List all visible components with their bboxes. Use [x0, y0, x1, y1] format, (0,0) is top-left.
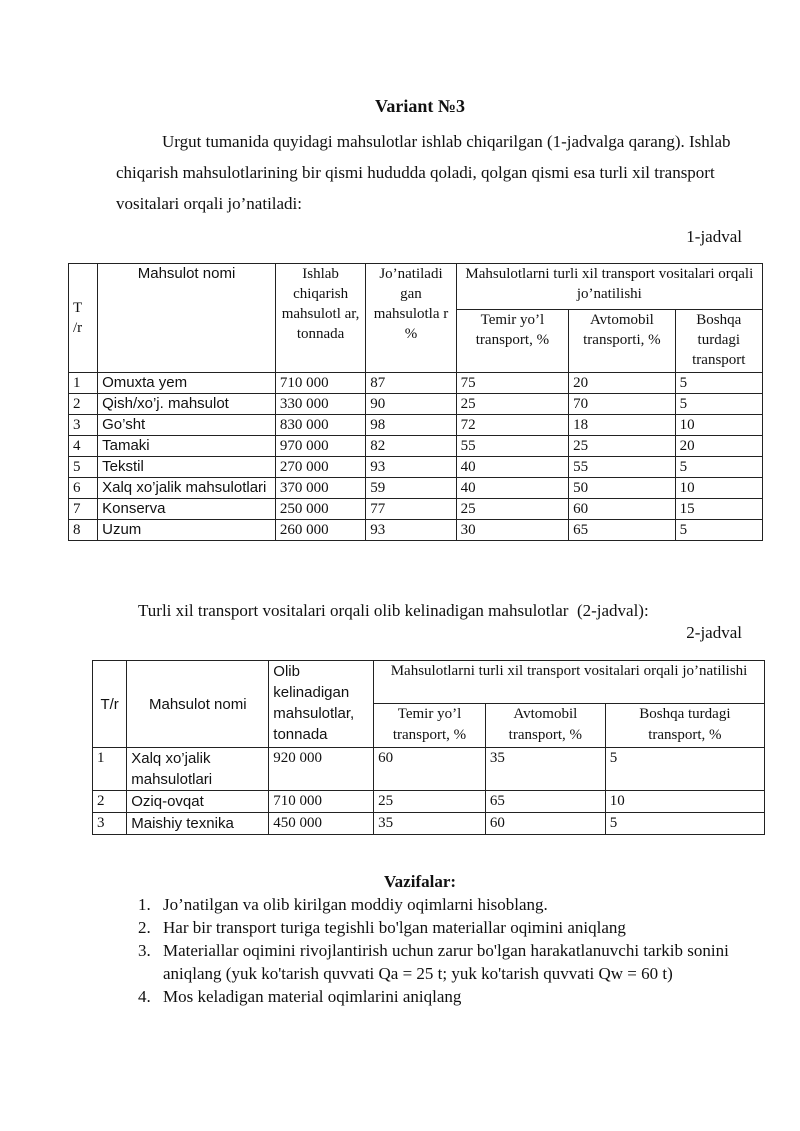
- t1-cell-auto: 18: [569, 415, 675, 436]
- t2-cell-n: 2: [93, 791, 127, 813]
- t1-cell-ship: 93: [366, 520, 456, 541]
- tasks-list: [138, 893, 768, 1008]
- t1-cell-prod: 270 000: [275, 457, 365, 478]
- t1-cell-name: Uzum: [98, 520, 276, 541]
- table-row: [69, 394, 763, 415]
- t2-header-incoming: Olib kelinadigan mahsulotlar, tonnada: [269, 661, 374, 748]
- t1-cell-rail: 72: [456, 415, 568, 436]
- t1-cell-auto: 65: [569, 520, 675, 541]
- task-number: 4.: [138, 987, 151, 1006]
- t1-cell-prod: 330 000: [275, 394, 365, 415]
- t2-cell-rail: 60: [374, 748, 486, 791]
- task-text: Materiallar oqimini rivojlantirish uchun zarur bo'lgan harakatlanuvchi tarkib sonini aniqlang (yuk ko'tarish quvvati Qa = 25 t; yuk ko'tarish quvvati Qw = 60 t): [163, 941, 729, 983]
- t1-cell-other: 5: [675, 457, 762, 478]
- t2-header-product: Mahsulot nomi: [127, 661, 269, 748]
- incoming-table: [92, 660, 765, 835]
- table-row: [69, 499, 763, 520]
- t1-cell-other: 20: [675, 436, 762, 457]
- task-text: Har bir transport turiga tegishli bo'lgan materiallar oqimini aniqlang: [163, 918, 626, 937]
- table-row: [93, 813, 765, 835]
- t2-cell-name: Xalq xo’jalik mahsulotlari: [127, 748, 269, 791]
- t1-cell-auto: 60: [569, 499, 675, 520]
- t1-cell-name: Konserva: [98, 499, 276, 520]
- t2-header-transport-group: Mahsulotlarni turli xil transport vositalari orqali jo’natilishi: [374, 661, 765, 704]
- t1-cell-n: 1: [69, 373, 98, 394]
- list-item: [138, 893, 768, 916]
- t1-cell-name: Omuxta yem: [98, 373, 276, 394]
- t2-cell-other: 10: [605, 791, 764, 813]
- t2-cell-name: Maishiy texnika: [127, 813, 269, 835]
- t2-header-auto: Avtomobil transport, %: [485, 704, 605, 748]
- t1-cell-other: 5: [675, 394, 762, 415]
- t1-cell-n: 2: [69, 394, 98, 415]
- t2-header-other: Boshqa turdagi transport, %: [605, 704, 764, 748]
- t1-cell-rail: 40: [456, 478, 568, 499]
- t2-body: [93, 748, 765, 835]
- t2-cell-other: 5: [605, 813, 764, 835]
- t2-cell-rail: 35: [374, 813, 486, 835]
- task-number: 2.: [138, 918, 151, 937]
- table2-caption: 2-jadval: [686, 623, 742, 642]
- t1-cell-prod: 970 000: [275, 436, 365, 457]
- t1-cell-n: 4: [69, 436, 98, 457]
- t1-cell-n: 7: [69, 499, 98, 520]
- t2-cell-auto: 60: [485, 813, 605, 835]
- t1-header-shipped: Jo’natiladi gan mahsulotla r %: [366, 264, 456, 373]
- t2-cell-other: 5: [605, 748, 764, 791]
- t2-header-rail: Temir yo’l transport, %: [374, 704, 486, 748]
- list-item: [138, 939, 768, 985]
- t1-cell-ship: 82: [366, 436, 456, 457]
- t1-cell-name: Xalq xo’jalik mahsulotlari: [98, 478, 276, 499]
- t1-cell-ship: 77: [366, 499, 456, 520]
- production-table: [68, 263, 763, 541]
- table-row: [69, 457, 763, 478]
- t2-cell-rail: 25: [374, 791, 486, 813]
- t2-cell-n: 3: [93, 813, 127, 835]
- task-text: Jo’natilgan va olib kirilgan moddiy oqimlarni hisoblang.: [163, 895, 548, 914]
- t1-cell-auto: 50: [569, 478, 675, 499]
- t1-cell-prod: 830 000: [275, 415, 365, 436]
- t1-header-product: Mahsulot nomi: [98, 264, 276, 373]
- tasks-title: Vazifalar:: [383, 872, 457, 891]
- table-row: [69, 415, 763, 436]
- t1-cell-ship: 93: [366, 457, 456, 478]
- task-number: 1.: [138, 895, 151, 914]
- t1-cell-rail: 55: [456, 436, 568, 457]
- t1-cell-name: Tamaki: [98, 436, 276, 457]
- t1-cell-n: 8: [69, 520, 98, 541]
- t1-cell-rail: 25: [456, 499, 568, 520]
- t2-cell-auto: 35: [485, 748, 605, 791]
- t1-cell-name: Qish/xo’j. mahsulot: [98, 394, 276, 415]
- t1-cell-prod: 370 000: [275, 478, 365, 499]
- table-row: [93, 791, 765, 813]
- task-text: Mos keladigan material oqimlarini aniqlang: [163, 987, 462, 1006]
- t1-cell-prod: 250 000: [275, 499, 365, 520]
- table-row: [69, 436, 763, 457]
- t1-cell-prod: 260 000: [275, 520, 365, 541]
- t1-cell-n: 5: [69, 457, 98, 478]
- t1-cell-auto: 20: [569, 373, 675, 394]
- t1-cell-name: Tekstil: [98, 457, 276, 478]
- t1-cell-n: 3: [69, 415, 98, 436]
- t1-cell-auto: 25: [569, 436, 675, 457]
- t2-cell-auto: 65: [485, 791, 605, 813]
- t1-header-production: Ishlab chiqarish mahsulotl ar, tonnada: [275, 264, 365, 373]
- t1-cell-ship: 59: [366, 478, 456, 499]
- t1-cell-other: 10: [675, 478, 762, 499]
- t1-cell-rail: 40: [456, 457, 568, 478]
- t1-header-transport-group: Mahsulotlarni turli xil transport vositalari orqali jo’natilishi: [456, 264, 762, 310]
- t1-body: [69, 373, 763, 541]
- t2-cell-qty: 450 000: [269, 813, 374, 835]
- table1-caption: 1-jadval: [686, 227, 742, 246]
- t1-header-rail: Temir yo’l transport, %: [456, 310, 568, 373]
- t2-cell-n: 1: [93, 748, 127, 791]
- t1-header-auto: Avtomobil transporti, %: [569, 310, 675, 373]
- t1-cell-rail: 30: [456, 520, 568, 541]
- t1-cell-other: 5: [675, 520, 762, 541]
- t1-cell-auto: 55: [569, 457, 675, 478]
- table2-intro: Turli xil transport vositalari orqali olib kelinadigan mahsulotlar (2-jadval):: [138, 601, 649, 620]
- page-title: Variant №3: [375, 96, 465, 116]
- t1-cell-rail: 75: [456, 373, 568, 394]
- t1-cell-other: 15: [675, 499, 762, 520]
- t1-cell-name: Go’sht: [98, 415, 276, 436]
- t1-cell-n: 6: [69, 478, 98, 499]
- t1-header-other: Boshqa turdagi transport: [675, 310, 762, 373]
- t1-cell-other: 5: [675, 373, 762, 394]
- t1-cell-rail: 25: [456, 394, 568, 415]
- task-number: 3.: [138, 941, 151, 960]
- table-row: [69, 478, 763, 499]
- table-row: [69, 373, 763, 394]
- list-item: [138, 916, 768, 939]
- t1-cell-ship: 90: [366, 394, 456, 415]
- t2-header-index: T/r: [93, 661, 127, 748]
- t1-cell-ship: 87: [366, 373, 456, 394]
- t2-cell-qty: 710 000: [269, 791, 374, 813]
- list-item: [138, 985, 768, 1008]
- intro-paragraph: Urgut tumanida quyidagi mahsulotlar ishlab chiqarilgan (1-jadvalga qarang). Ishlab chiqarish mahsulotlarining bir qismi hududda qoladi, qolgan qismi esa turli xil transport vositalari orqali jo’natiladi:: [116, 132, 731, 213]
- t1-header-index: T /r: [69, 264, 98, 373]
- t1-cell-prod: 710 000: [275, 373, 365, 394]
- t2-cell-name: Oziq-ovqat: [127, 791, 269, 813]
- table-row: [93, 748, 765, 791]
- t2-cell-qty: 920 000: [269, 748, 374, 791]
- t1-cell-auto: 70: [569, 394, 675, 415]
- t1-cell-ship: 98: [366, 415, 456, 436]
- table-row: [69, 520, 763, 541]
- t1-cell-other: 10: [675, 415, 762, 436]
